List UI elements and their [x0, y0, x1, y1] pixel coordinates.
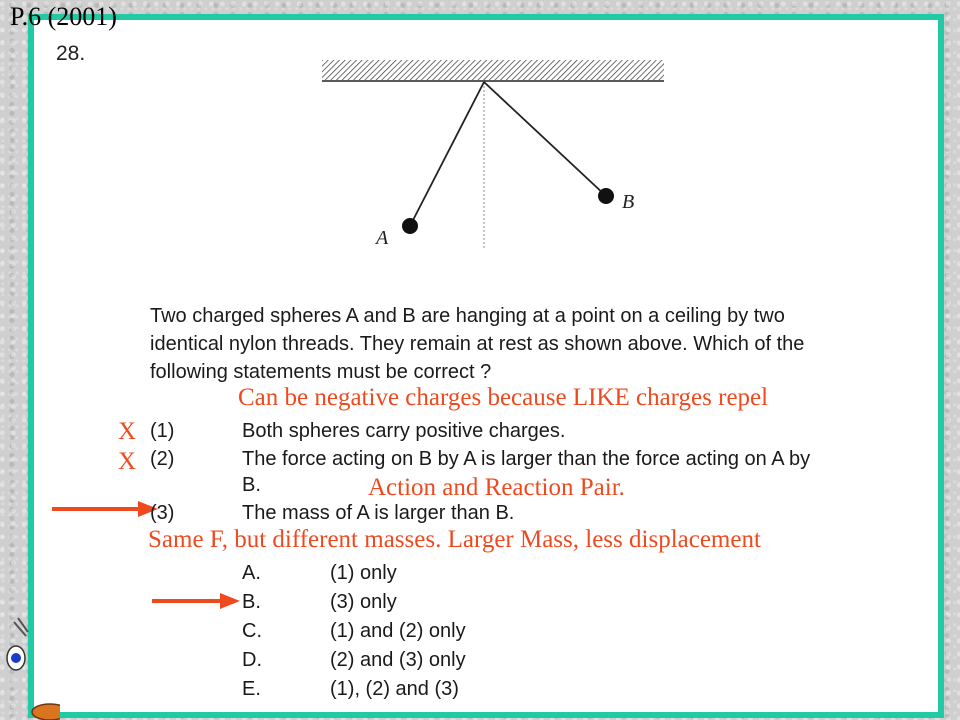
arrow-icon — [50, 498, 160, 520]
question-text-line: identical nylon threads. They remain at rest as shown above. Which of the — [150, 333, 805, 355]
choice-text: (2) and (3) only — [330, 649, 466, 671]
thread-b — [484, 82, 606, 196]
choice-letter: B. — [242, 591, 261, 613]
question-text-line: following statements must be correct ? — [150, 361, 492, 383]
slide-frame — [28, 14, 944, 718]
choice-letter: D. — [242, 649, 262, 671]
statement-text: The mass of A is larger than B. — [242, 502, 515, 524]
x-mark-statement-2: X — [118, 448, 137, 475]
pendulum-diagram — [34, 20, 938, 280]
question-number: 28. — [56, 42, 86, 65]
x-mark-statement-1: X — [118, 418, 137, 445]
slide-header: P.6 (2001) — [10, 2, 117, 31]
choice-letter: E. — [242, 678, 261, 700]
annotation-like-charges: Can be negative charges because LIKE charges repel — [238, 384, 769, 411]
annotation-mass-explanation: Same F, but different masses. Larger Mass, less displacement — [148, 526, 761, 553]
sphere-b-label: B — [622, 191, 635, 213]
statement-number: (1) — [150, 420, 175, 442]
statement-text: The force acting on B by A is larger than the force acting on A by — [242, 448, 811, 470]
sphere-a-label: A — [376, 227, 389, 249]
choice-letter: A. — [242, 562, 261, 584]
statement-number: (3) — [150, 502, 175, 524]
choice-text: (3) only — [330, 591, 397, 613]
choice-text: (1) and (2) only — [330, 620, 466, 642]
slide-content — [34, 20, 938, 712]
statement-text-continued: B. — [242, 474, 261, 496]
thread-a — [410, 82, 484, 226]
cartoon-decoration-icon — [0, 608, 60, 720]
arrow-icon — [150, 590, 242, 612]
ceiling-hatch — [322, 60, 664, 80]
sphere-b — [598, 188, 614, 204]
choice-letter: C. — [242, 620, 262, 642]
annotation-action-reaction: Action and Reaction Pair. — [368, 474, 625, 501]
sphere-a — [402, 218, 418, 234]
choice-text: (1) only — [330, 562, 397, 584]
statement-number: (2) — [150, 448, 175, 470]
question-text-line: Two charged spheres A and B are hanging at a point on a ceiling by two — [150, 305, 785, 327]
statement-text: Both spheres carry positive charges. — [242, 420, 566, 442]
choice-text: (1), (2) and (3) — [330, 678, 459, 700]
